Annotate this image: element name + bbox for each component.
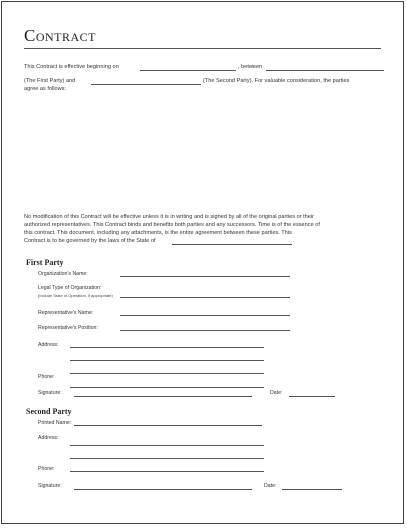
address-field-2a[interactable] xyxy=(70,445,264,446)
effective-date-field[interactable] xyxy=(140,70,236,71)
date-field-1[interactable] xyxy=(289,396,335,397)
date-label-1: Date: xyxy=(270,390,283,396)
address-field-1b[interactable] xyxy=(70,360,264,361)
governing-state-field[interactable] xyxy=(172,244,292,245)
intro-text-4: (The Second Party). For valuable consideration, the parties xyxy=(203,78,350,84)
intro-text-5: agree as follows: xyxy=(24,86,66,92)
contract-page xyxy=(1,1,404,524)
rep-position-field[interactable] xyxy=(120,330,290,331)
legal-type-label: Legal Type of Organization: xyxy=(38,285,102,291)
rep-name-field[interactable] xyxy=(120,315,290,316)
rep-name-label: Representative's Name: xyxy=(38,310,94,316)
first-party-heading: First Party xyxy=(26,258,64,267)
modification-text-1: No modification of this Contract will be effective unless it is in writing and is signed by all of the original parties or their xyxy=(24,214,314,220)
modification-text-2: authorized representatives. This Contract binds and benefits both parties and any successors. Time is of the essence of xyxy=(24,222,320,228)
signature-field-2[interactable] xyxy=(74,489,252,490)
date-label-2: Date: xyxy=(264,483,277,489)
phone-label-1: Phone: xyxy=(38,374,55,380)
address-field-1a[interactable] xyxy=(70,347,264,348)
phone-label-2: Phone: xyxy=(38,466,55,472)
modification-text-3: this contract. This document, including any attachments, is the entire agreement between these parties. This xyxy=(24,230,292,236)
address-field-2b[interactable] xyxy=(70,458,264,459)
first-party-name-field[interactable] xyxy=(266,70,384,71)
signature-label-2: Signature: xyxy=(38,483,62,489)
address-label-2: Address: xyxy=(38,435,59,441)
phone-field-2[interactable] xyxy=(70,471,264,472)
address-label-1: Address: xyxy=(38,342,59,348)
modification-text-5: . xyxy=(293,238,295,244)
legal-type-field[interactable] xyxy=(120,297,290,298)
modification-text-4: Contract is to be governed by the laws of the State of xyxy=(24,238,156,244)
title-divider xyxy=(24,48,381,49)
address-field-1c[interactable] xyxy=(70,373,264,374)
document-title: Contract xyxy=(24,26,97,45)
terms-area[interactable] xyxy=(24,96,384,208)
second-party-heading: Second Party xyxy=(26,407,72,416)
second-party-name-field[interactable] xyxy=(91,84,201,85)
rep-position-label: Representative's Position: xyxy=(38,325,98,331)
signature-label-1: Signature: xyxy=(38,390,62,396)
signature-field-1[interactable] xyxy=(74,396,252,397)
phone-field-1[interactable] xyxy=(70,387,264,388)
org-name-field[interactable] xyxy=(120,276,290,277)
org-name-label: Organization's Name: xyxy=(38,271,88,277)
intro-text-2: , between xyxy=(238,64,263,70)
printed-name-label: Printed Name: xyxy=(38,420,72,426)
intro-text-1: This Contract is effective beginning on xyxy=(24,64,119,70)
intro-text-3: (The First Party) and xyxy=(24,78,76,84)
legal-type-hint: (Include State of Operation, if appropriate) xyxy=(38,293,113,298)
date-field-2[interactable] xyxy=(282,489,342,490)
printed-name-field[interactable] xyxy=(74,425,262,426)
